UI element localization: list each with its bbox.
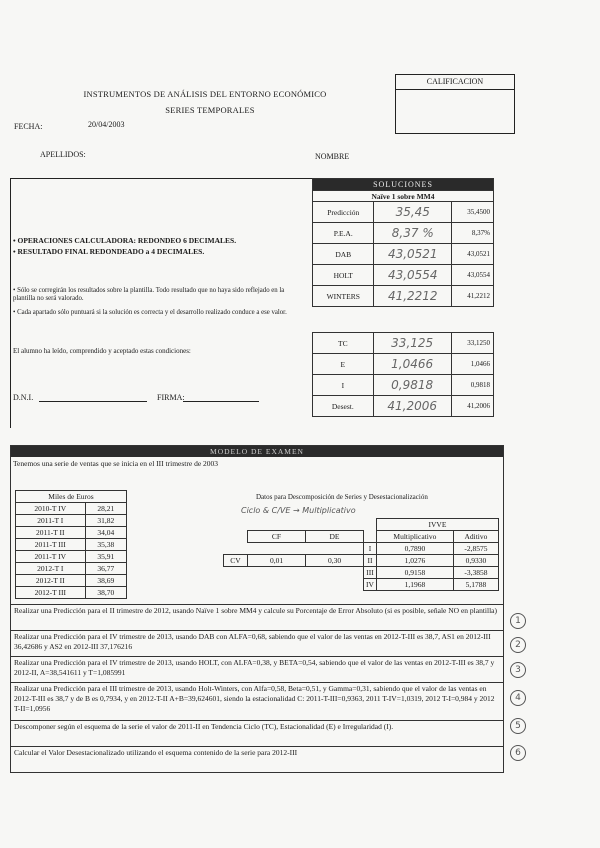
series-period: 2012-T II [16, 575, 86, 587]
sol-label: DAB [313, 244, 374, 265]
question-number-6: 6 [510, 745, 526, 761]
series-row [16, 563, 127, 575]
sol-label: I [313, 375, 374, 396]
cv-cf: 0,01 [248, 555, 306, 567]
question-text: Realizar una Predicción para el IV trimestre de 2013, usando DAB con ALFA=0,68, sabiendo que el valor de las ventas en 2012-T-III es 38,7, AS1 en 2012-III 36,42686 y AS2 en 2012-III 37,176216 [14, 632, 491, 651]
cv-label: CV [224, 555, 248, 567]
sol-value: 8,37% [452, 223, 494, 244]
calificacion-label: CALIFICACION [396, 75, 514, 90]
question-5 [11, 720, 503, 744]
nombre-label: NOMBRE [315, 152, 350, 161]
question-4 [11, 682, 503, 718]
adit-header: Aditivo [453, 531, 498, 543]
calificacion-box [395, 74, 515, 134]
series-value: 28,21 [85, 503, 126, 515]
ive-quarter: II [364, 555, 377, 567]
ive-mult: 1,0276 [376, 555, 453, 567]
question-text: Realizar una Predicción para el II trimestre de 2012, usando Naïve 1 sobre MM4 y calcule su Porcentaje de Error Absoluto (si es posible, señale NO en plantilla) [14, 606, 497, 615]
sol-row [313, 396, 494, 417]
series-value: 31,82 [85, 515, 126, 527]
ive-adit: 0,9330 [453, 555, 498, 567]
sol-label: WINTERS [313, 286, 374, 307]
sol-label: HOLT [313, 265, 374, 286]
series-table [15, 490, 127, 599]
question-text: Calcular el Valor Desestacionalizado utilizando el esquema contenido de la serie para 2012-III [14, 748, 298, 757]
ive-mult: 1,1968 [376, 579, 453, 591]
sol-row [313, 265, 494, 286]
question-text: Realizar una Predicción para el III trimestre de 2013, usando Holt-Winters, con Alfa=0,58, Beta=0,51, y Gamma=0,31, sabiendo que el valor de las ventas en 2012-T-III es 38,7 y de B es 0,7934, y en 2012-T-II A+B=39,624601, siendo la estacionalidad C: 2011-T-III=0,9363, 2011 T-IV=1,0319, 2012 T-I=0,984 y 2012 T-II=1,0956 [14, 684, 495, 713]
sol-handwritten[interactable]: 43,0521 [374, 244, 452, 265]
sol-handwritten[interactable]: 35,45 [374, 202, 452, 223]
sol-handwritten[interactable]: 1,0466 [373, 354, 451, 375]
exam-section [10, 445, 504, 773]
sol-handwritten[interactable]: 41,2006 [373, 396, 451, 417]
series-period: 2012-T III [16, 587, 86, 599]
question-1 [11, 604, 503, 628]
de-header: DE [306, 531, 364, 543]
sol-row [313, 354, 494, 375]
mult-header: Multiplicativo [376, 531, 453, 543]
series-period: 2011-T II [16, 527, 86, 539]
soluciones-subheader: Naïve 1 sobre MM4 [313, 191, 494, 202]
series-period: 2010-T IV [16, 503, 86, 515]
question-number-5: 5 [510, 718, 526, 734]
decomp-note: Ciclo & C/VE → Multiplicativo [241, 506, 356, 515]
series-row [16, 575, 127, 587]
series-period: 2011-T I [16, 515, 86, 527]
sol-label: TC [313, 333, 374, 354]
series-row [16, 551, 127, 563]
ive-quarter: I [364, 543, 377, 555]
question-number-1: 1 [510, 613, 526, 629]
soluciones-header: SOLUCIONES [313, 179, 494, 191]
instruction-note2: • Cada apartado sólo puntuará si la solución es correcta y el desarrollo realizado conduce a ese valor. [13, 309, 287, 316]
series-period: 2011-T III [16, 539, 86, 551]
sol-handwritten[interactable]: 41,2212 [374, 286, 452, 307]
question-2 [11, 630, 503, 654]
exam-subtitle: SERIES TEMPORALES [165, 105, 255, 115]
fecha-label: FECHA: [14, 122, 43, 131]
soluciones-table-2 [312, 332, 494, 417]
series-value: 38,69 [85, 575, 126, 587]
series-value: 35,91 [85, 551, 126, 563]
series-header: Miles de Euros [16, 491, 127, 503]
fecha-value: 20/04/2003 [88, 120, 125, 129]
series-period: 2012-T I [16, 563, 86, 575]
series-value: 34,04 [85, 527, 126, 539]
series-value: 38,70 [85, 587, 126, 599]
series-value: 35,38 [85, 539, 126, 551]
question-3 [11, 656, 503, 680]
sol-value: 1,0466 [451, 354, 493, 375]
decomp-table [223, 518, 499, 591]
question-text: Realizar una Predicción para el IV trimestre de 2013, usando HOLT, con ALFA=0,38, y BETA=0,54, sabiendo que el valor de las ventas en 2012-T-III es 38,7 y 2012-II, A=38,541611 y T=1,085991 [14, 658, 495, 677]
sol-row [313, 244, 494, 265]
instruction-op2: • RESULTADO FINAL REDONDEADO a 4 DECIMALES. [13, 247, 205, 256]
firma-line [183, 401, 259, 402]
sol-value: 35,4500 [452, 202, 494, 223]
ive-mult: 0,9158 [376, 567, 453, 579]
ive-adit: -3,3858 [453, 567, 498, 579]
ive-header: IVVE [376, 519, 498, 531]
ive-adit: -2,8575 [453, 543, 498, 555]
sol-handwritten[interactable]: 33,125 [373, 333, 451, 354]
exam-intro: Tenemos una serie de ventas que se inicia en el III trimestre de 2003 [13, 459, 219, 468]
dni-line [39, 401, 147, 402]
sol-row [313, 202, 494, 223]
question-number-2: 2 [510, 637, 526, 653]
exam-title: INSTRUMENTOS DE ANÁLISIS DEL ENTORNO ECONÓMICO [83, 89, 327, 99]
sol-handwritten[interactable]: 8,37 % [374, 223, 452, 244]
ive-quarter: III [364, 567, 377, 579]
instructions-box [10, 178, 312, 428]
ive-adit: 5,1788 [453, 579, 498, 591]
soluciones-table [312, 178, 494, 307]
sol-value: 41,2006 [451, 396, 493, 417]
sol-row [313, 223, 494, 244]
sol-label: P.E.A. [313, 223, 374, 244]
sol-label: Desest. [313, 396, 374, 417]
sol-handwritten[interactable]: 0,9818 [373, 375, 451, 396]
sol-label: Predicción [313, 202, 374, 223]
exam-banner-label: MODELO DE EXAMEN [210, 447, 304, 456]
dni-label: D.N.I. [13, 393, 34, 402]
instruction-note1: • Sólo se corregirán los resultados sobre la plantilla. Todo resultado que no haya sido reflejado en la plantilla no será valorado. [13, 287, 285, 302]
firma-label: FIRMA: [157, 393, 185, 402]
ive-mult: 0,7890 [376, 543, 453, 555]
sol-value: 0,9818 [451, 375, 493, 396]
series-row [16, 527, 127, 539]
sol-row [313, 333, 494, 354]
series-row [16, 539, 127, 551]
series-value: 36,77 [85, 563, 126, 575]
sol-row [313, 286, 494, 307]
instruction-op1: • OPERACIONES CALCULADORA: REDONDEO 6 DECIMALES. [13, 236, 237, 245]
question-6 [11, 746, 503, 772]
question-number-4: 4 [510, 690, 526, 706]
apellidos-label: APELLIDOS: [40, 150, 86, 159]
sol-label: E [313, 354, 374, 375]
question-number-3: 3 [510, 662, 526, 678]
sol-row [313, 375, 494, 396]
ive-quarter: IV [364, 579, 377, 591]
instruction-agree: El alumno ha leído, comprendido y aceptado estas condiciones: [13, 347, 191, 355]
sol-handwritten[interactable]: 43,0554 [374, 265, 452, 286]
question-text: Descomponer según el esquema de la serie el valor de 2011-II en Tendencia Ciclo (TC), Estacionalidad (E) e Irregularidad (I). [14, 722, 394, 731]
series-row [16, 515, 127, 527]
series-row [16, 503, 127, 515]
cv-de: 0,30 [306, 555, 364, 567]
sol-value: 41,2212 [452, 286, 494, 307]
sol-value: 43,0554 [452, 265, 494, 286]
sol-value: 43,0521 [452, 244, 494, 265]
series-period: 2011-T IV [16, 551, 86, 563]
decomp-title: Datos para Descomposición de Series y Desestacionalización [256, 493, 428, 501]
exam-banner [11, 446, 503, 457]
sol-value: 33,1250 [451, 333, 493, 354]
cf-header: CF [248, 531, 306, 543]
series-row [16, 587, 127, 599]
